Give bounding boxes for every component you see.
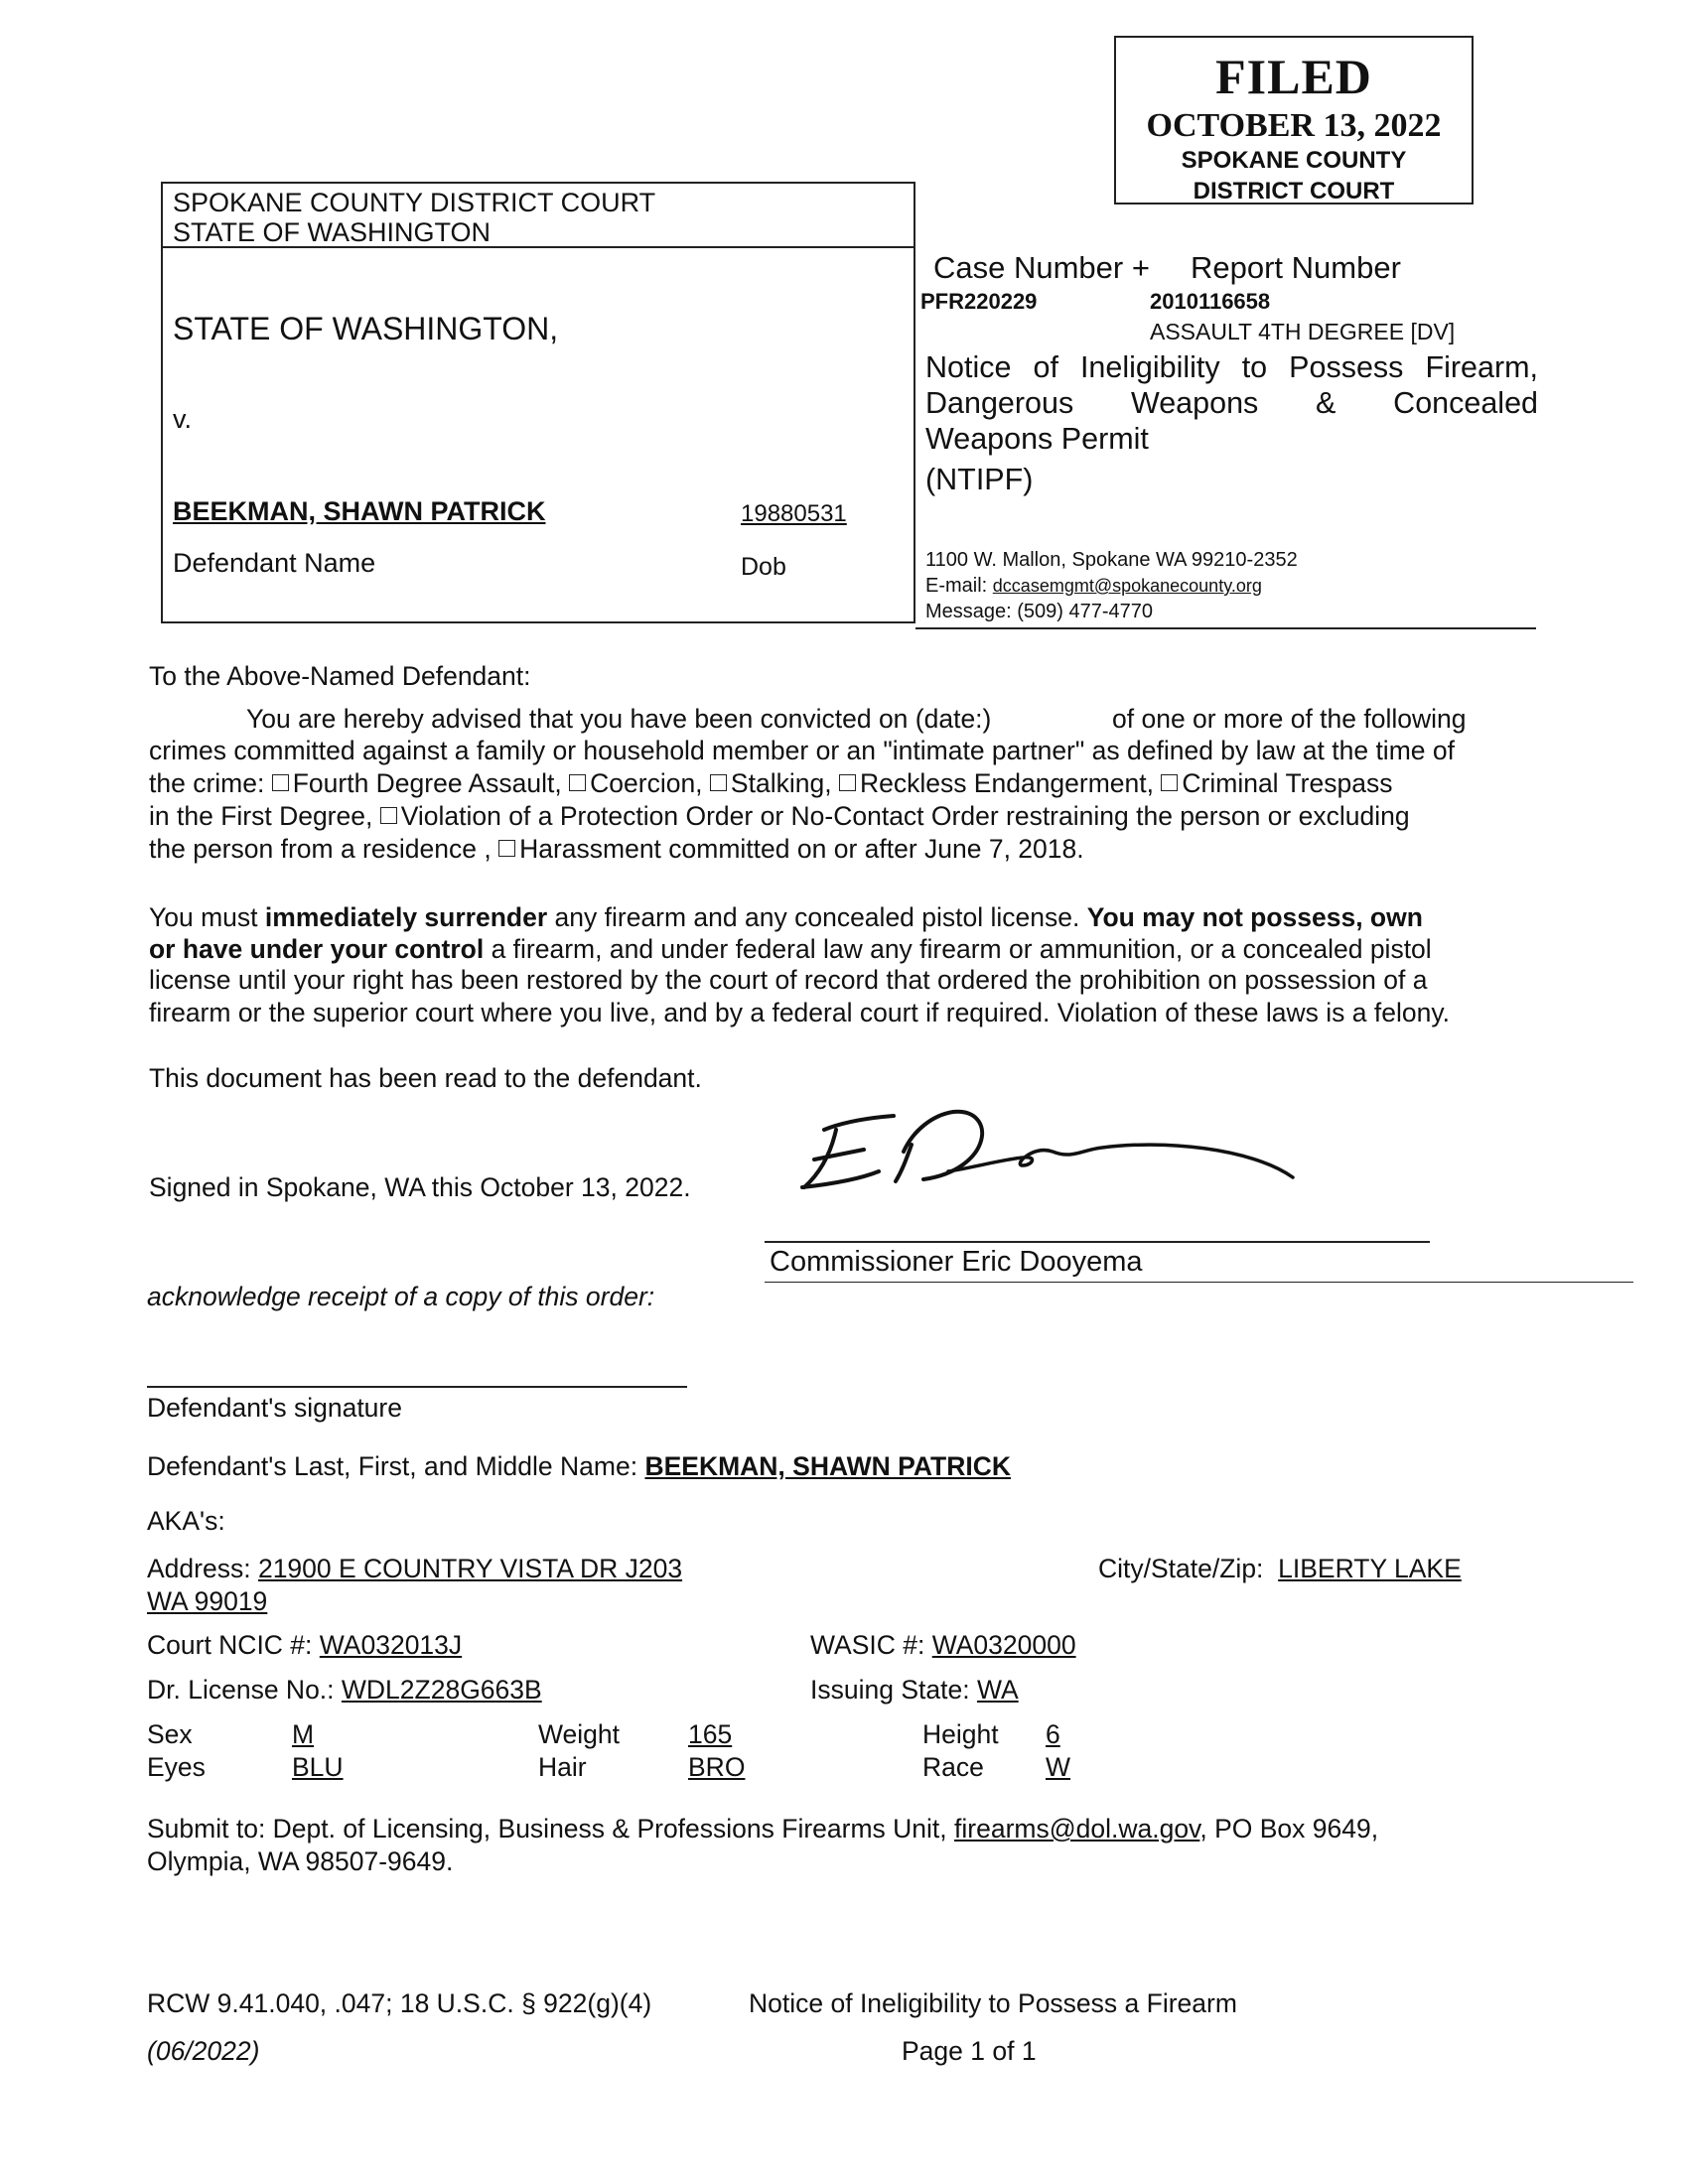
submit-line2: Olympia, WA 98507-9649.: [147, 1846, 454, 1876]
report-number-label: Report Number: [1191, 250, 1401, 285]
license-value: WDL2Z28G663B: [341, 1675, 542, 1705]
para2-line1: [149, 901, 1423, 934]
defendant-signature-label: Defendant's signature: [147, 1393, 402, 1423]
full-name-label: Defendant's Last, First, and Middle Name:: [147, 1451, 638, 1481]
option-criminal-trespass: Criminal Trespass: [1182, 768, 1393, 798]
p2-may-not-possess: You may not possess, own: [1086, 902, 1423, 932]
residence-text: the person from a residence ,: [149, 834, 492, 864]
full-name-value: BEEKMAN, SHAWN PATRICK: [644, 1451, 1011, 1481]
address-line1: 21900 E COUNTRY VISTA DR J203: [257, 1554, 683, 1583]
race-value: W: [1046, 1752, 1071, 1782]
sex-label: Sex: [147, 1719, 193, 1749]
height-label: Height: [922, 1719, 999, 1749]
para1-line1b: of one or more of the following: [1112, 704, 1467, 734]
weight-value: 165: [688, 1719, 733, 1749]
issuing-label: Issuing State:: [810, 1675, 970, 1705]
signed-line: Signed in Spokane, WA this October 13, 2022.: [149, 1172, 691, 1202]
commissioner-signature: [784, 1100, 1301, 1199]
filed-court-line1: SPOKANE COUNTY: [1181, 147, 1407, 174]
p2-immediately-surrender: immediately surrender: [264, 902, 548, 932]
para1-line2: crimes committed against a family or household member or an "intimate partner" as defined by law at the time of: [149, 736, 1455, 765]
trespass-degree: in the First Degree,: [149, 801, 373, 831]
commissioner-name: Commissioner Eric Dooyema: [770, 1246, 1143, 1278]
defendant-name-label: Defendant Name: [173, 548, 376, 578]
read-note: This document has been read to the defendant.: [149, 1063, 702, 1093]
submit-line1: [147, 1813, 1378, 1845]
caption-bottom-rule: [915, 627, 1536, 629]
notice-title-line3: Weapons Permit: [925, 422, 1149, 456]
race-label: Race: [922, 1752, 984, 1782]
charge: ASSAULT 4TH DEGREE [DV]: [1150, 319, 1456, 344]
sex-value: M: [292, 1719, 315, 1749]
address-label: Address:: [147, 1554, 251, 1583]
checkbox-protection-order-violation[interactable]: [380, 807, 397, 824]
issuing-row: [810, 1674, 1019, 1706]
hair-value: BRO: [688, 1752, 746, 1782]
defendant-dob: 19880531: [741, 500, 847, 527]
p2-federal-law: a firearm, and under federal law any firearm or ammunition, or a concealed pistol: [491, 934, 1432, 964]
commissioner-signature-line: [765, 1241, 1430, 1243]
report-number: 2010116658: [1150, 289, 1271, 314]
city-value: LIBERTY LAKE: [1278, 1554, 1462, 1583]
filed-title: FILED: [1215, 49, 1372, 104]
ncic-label: Court NCIC #:: [147, 1630, 313, 1660]
caption-box: [161, 182, 915, 623]
license-row: [147, 1674, 542, 1706]
para2-line3: license until your right has been restored by the court of record that ordered the prohibition on possession of a: [149, 965, 1428, 995]
city-row: [1098, 1553, 1462, 1585]
notice-title-line1: Notice of Ineligibility to Possess Firearm,: [925, 350, 1538, 384]
wasic-label: WASIC #:: [810, 1630, 925, 1660]
option-protection-order-violation: Violation of a Protection Order or No-Contact Order restraining the person or excluding: [400, 801, 1410, 831]
p2-text-c: any firearm and any concealed pistol license.: [554, 902, 1080, 932]
para1-line1a: You are hereby advised that you have been convicted on (date:): [246, 704, 992, 734]
para2-line4: firearm or the superior court where you live, and by a federal court if required. Violation of these laws is a felony.: [149, 998, 1450, 1027]
address-row: [147, 1553, 682, 1585]
hair-label: Hair: [538, 1752, 587, 1782]
option-reckless-endangerment: Reckless Endangerment,: [859, 768, 1155, 798]
p2-text-a: You must: [149, 902, 258, 932]
para1-line3: [149, 767, 1392, 800]
defendant-name: BEEKMAN, SHAWN PATRICK: [173, 496, 546, 526]
ncic-row: [147, 1629, 462, 1662]
checkbox-harassment[interactable]: [498, 840, 515, 857]
notice-title-line2: Dangerous Weapons & Concealed: [925, 386, 1538, 420]
versus: v.: [173, 404, 192, 434]
height-value: 6: [1046, 1719, 1060, 1749]
para2-line2: [149, 933, 1432, 966]
court-address: 1100 W. Mallon, Spokane WA 99210-2352: [925, 549, 1298, 571]
para1-line5: [149, 833, 1084, 866]
dob-label: Dob: [741, 553, 786, 581]
checkbox-fourth-degree-assault[interactable]: [272, 774, 289, 791]
option-fourth-degree-assault: Fourth Degree Assault,: [292, 768, 562, 798]
aka-label: AKA's:: [147, 1506, 225, 1536]
p2-under-control: or have under your control: [149, 934, 485, 964]
firearms-email-link[interactable]: firearms@dol.wa.gov: [954, 1814, 1200, 1843]
wasic-value: WA0320000: [931, 1630, 1076, 1660]
notice-abbr: (NTIPF): [925, 463, 1034, 496]
city-label: City/State/Zip:: [1098, 1554, 1264, 1583]
commissioner-underline: [765, 1282, 1633, 1283]
option-stalking: Stalking,: [730, 768, 832, 798]
filed-date: OCTOBER 13, 2022: [1146, 107, 1442, 144]
eyes-label: Eyes: [147, 1752, 206, 1782]
license-label: Dr. License No.:: [147, 1675, 335, 1705]
para1-line4: [149, 800, 1410, 833]
option-coercion: Coercion,: [590, 768, 703, 798]
option-harassment: Harassment committed on or after June 7, 2018.: [519, 834, 1084, 864]
court-state: STATE OF WASHINGTON: [173, 217, 492, 247]
checkbox-criminal-trespass[interactable]: [1161, 774, 1178, 791]
court-message: Message: (509) 477-4770: [925, 601, 1154, 622]
court-email-line: [925, 575, 1262, 598]
defendant-signature-line: [147, 1386, 687, 1388]
salutation: To the Above-Named Defendant:: [149, 661, 531, 691]
address-line2: WA 99019: [147, 1586, 268, 1616]
wasic-row: [810, 1629, 1076, 1662]
footer-rcw: RCW 9.41.040, .047; 18 U.S.C. § 922(g)(4): [147, 1988, 652, 2018]
submit-po-box: , PO Box 9649,: [1199, 1814, 1379, 1843]
weight-label: Weight: [538, 1719, 620, 1749]
footer-form-title: Notice of Ineligibility to Possess a Firearm: [749, 1988, 1237, 2018]
crime-label: the crime:: [149, 768, 265, 798]
court-header: [163, 184, 914, 248]
defendant-full-name-row: [147, 1450, 1011, 1483]
submit-dept: Submit to: Dept. of Licensing, Business & Professions Firearms Unit,: [147, 1814, 947, 1843]
footer-page: Page 1 of 1: [902, 2036, 1037, 2066]
court-email-link[interactable]: dccasemgmt@spokanecounty.org: [992, 576, 1262, 596]
acknowledge-receipt: acknowledge receipt of a copy of this order:: [147, 1282, 655, 1311]
footer-revision: (06/2022): [147, 2036, 260, 2066]
checkbox-stalking[interactable]: [710, 774, 727, 791]
case-number: PFR220229: [920, 289, 1038, 314]
eyes-value: BLU: [292, 1752, 344, 1782]
filed-court-line2: DISTRICT COURT: [1193, 178, 1395, 205]
court-email-label: E-mail:: [925, 575, 988, 597]
ncic-value: WA032013J: [319, 1630, 463, 1660]
case-number-label: Case Number +: [933, 250, 1150, 285]
filed-stamp: [1114, 36, 1474, 205]
plaintiff: STATE OF WASHINGTON,: [173, 311, 559, 346]
checkbox-coercion[interactable]: [569, 774, 586, 791]
checkbox-reckless-endangerment[interactable]: [839, 774, 856, 791]
court-name: SPOKANE COUNTY DISTRICT COURT: [173, 188, 656, 217]
issuing-value: WA: [976, 1675, 1019, 1705]
